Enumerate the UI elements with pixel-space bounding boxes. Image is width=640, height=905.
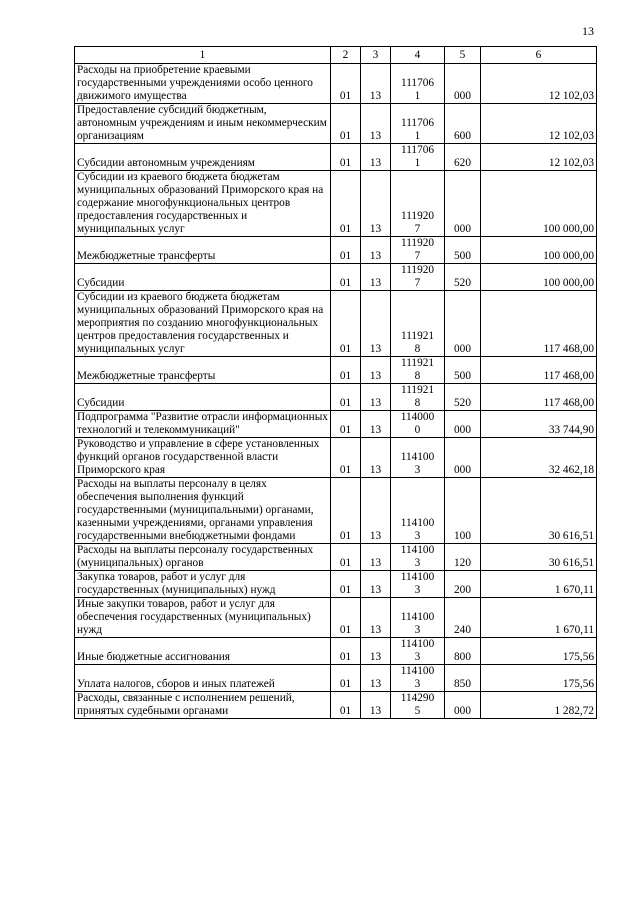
- row-name: Расходы на выплаты персоналу государственных (муниципальных) органов: [75, 544, 331, 571]
- target-code-part-1: 114100: [400, 571, 435, 583]
- row-section: 01: [331, 291, 361, 357]
- target-code-part-1: 111706: [400, 77, 435, 89]
- table-row: [75, 598, 597, 638]
- row-expense-type: 000: [445, 64, 481, 104]
- table-row: [75, 357, 597, 384]
- row-expense-type: 800: [445, 638, 481, 665]
- row-section: 01: [331, 384, 361, 411]
- target-code-part-1: 111706: [400, 117, 435, 129]
- row-name: Иные бюджетные ассигнования: [75, 638, 331, 665]
- header-row: [75, 47, 597, 64]
- target-code-part-2: 8: [414, 370, 421, 382]
- row-target-code: [391, 171, 445, 237]
- row-name: Расходы на выплаты персоналу в целях обеспечения выполнения функций государственными (муниципальными) органами, казенными учреждениями, органами управления государственными внебюджетными фондами: [75, 478, 331, 544]
- target-code-part-1: 114100: [400, 517, 435, 529]
- row-name: Расходы, связанные с исполнением решений, принятых судебными органами: [75, 692, 331, 719]
- target-code-part-2: 7: [414, 250, 421, 262]
- row-amount: 175,56: [481, 665, 597, 692]
- row-name: Субсидии: [75, 264, 331, 291]
- row-subsection: 13: [361, 478, 391, 544]
- row-amount: 1 670,11: [481, 598, 597, 638]
- row-amount: 12 102,03: [481, 144, 597, 171]
- page-number: 13: [582, 24, 594, 38]
- row-expense-type: 000: [445, 171, 481, 237]
- row-expense-type: 000: [445, 438, 481, 478]
- row-target-code: [391, 357, 445, 384]
- row-target-code: [391, 478, 445, 544]
- target-code-part-2: 8: [414, 397, 421, 409]
- row-section: 01: [331, 478, 361, 544]
- target-code-part-2: 3: [414, 584, 421, 596]
- row-target-code: [391, 571, 445, 598]
- row-target-code: [391, 144, 445, 171]
- row-name: Расходы на приобретение краевыми государственными учреждениями особо ценного движимого имущества: [75, 64, 331, 104]
- row-expense-type: 000: [445, 291, 481, 357]
- row-section: 01: [331, 64, 361, 104]
- row-target-code: [391, 104, 445, 144]
- table-row: [75, 144, 597, 171]
- row-subsection: 13: [361, 411, 391, 438]
- row-subsection: 13: [361, 144, 391, 171]
- target-code-part-1: 111921: [400, 330, 435, 342]
- row-amount: 1 670,11: [481, 571, 597, 598]
- row-name: Субсидии: [75, 384, 331, 411]
- target-code-part-2: 7: [414, 223, 421, 235]
- target-code-part-1: 114100: [400, 638, 435, 650]
- row-amount: 12 102,03: [481, 64, 597, 104]
- row-subsection: 13: [361, 638, 391, 665]
- row-target-code: [391, 598, 445, 638]
- row-amount: 33 744,90: [481, 411, 597, 438]
- target-code-part-1: 111706: [400, 144, 435, 156]
- row-name: Иные закупки товаров, работ и услуг для обеспечения государственных (муниципальных) нужд: [75, 598, 331, 638]
- row-amount: 100 000,00: [481, 171, 597, 237]
- row-expense-type: 850: [445, 665, 481, 692]
- row-section: 01: [331, 237, 361, 264]
- target-code-part-1: 111921: [400, 357, 435, 369]
- row-subsection: 13: [361, 264, 391, 291]
- row-expense-type: 520: [445, 384, 481, 411]
- row-subsection: 13: [361, 571, 391, 598]
- row-name: Межбюджетные трансферты: [75, 237, 331, 264]
- row-expense-type: 100: [445, 478, 481, 544]
- row-expense-type: 500: [445, 357, 481, 384]
- row-name: Закупка товаров, работ и услуг для государственных (муниципальных) нужд: [75, 571, 331, 598]
- table-row: [75, 237, 597, 264]
- table-row: [75, 64, 597, 104]
- row-section: 01: [331, 411, 361, 438]
- row-amount: 117 468,00: [481, 291, 597, 357]
- target-code-part-2: 1: [414, 130, 421, 142]
- row-target-code: [391, 264, 445, 291]
- row-amount: 12 102,03: [481, 104, 597, 144]
- row-target-code: [391, 291, 445, 357]
- row-amount: 100 000,00: [481, 237, 597, 264]
- table-row: [75, 665, 597, 692]
- row-amount: 30 616,51: [481, 544, 597, 571]
- target-code-part-2: 7: [414, 277, 421, 289]
- table-row: [75, 104, 597, 144]
- row-name: Субсидии из краевого бюджета бюджетам муниципальных образований Приморского края на содержание многофункциональных центров предоставления государственных и муниципальных услуг: [75, 171, 331, 237]
- column-header: 5: [445, 47, 481, 64]
- row-target-code: [391, 665, 445, 692]
- row-section: 01: [331, 571, 361, 598]
- row-target-code: [391, 384, 445, 411]
- target-code-part-2: 3: [414, 464, 421, 476]
- row-subsection: 13: [361, 171, 391, 237]
- row-subsection: 13: [361, 104, 391, 144]
- table-row: [75, 291, 597, 357]
- budget-table: [74, 46, 597, 719]
- row-name: Предоставление субсидий бюджетным, автономным учреждениям и иным некоммерческим организациям: [75, 104, 331, 144]
- row-expense-type: 120: [445, 544, 481, 571]
- target-code-part-2: 5: [414, 705, 421, 717]
- target-code-part-2: 3: [414, 624, 421, 636]
- table-row: [75, 384, 597, 411]
- row-section: 01: [331, 104, 361, 144]
- target-code-part-1: 114100: [400, 665, 435, 677]
- row-amount: 32 462,18: [481, 438, 597, 478]
- row-target-code: [391, 544, 445, 571]
- target-code-part-1: 111920: [400, 264, 435, 276]
- target-code-part-1: 111921: [400, 384, 435, 396]
- row-subsection: 13: [361, 692, 391, 719]
- row-amount: 30 616,51: [481, 478, 597, 544]
- row-target-code: [391, 237, 445, 264]
- row-subsection: 13: [361, 64, 391, 104]
- row-section: 01: [331, 144, 361, 171]
- row-expense-type: 620: [445, 144, 481, 171]
- target-code-part-1: 114100: [400, 611, 435, 623]
- row-section: 01: [331, 598, 361, 638]
- target-code-part-1: 111920: [400, 210, 435, 222]
- row-subsection: 13: [361, 598, 391, 638]
- target-code-part-1: 111920: [400, 237, 435, 249]
- table-row: [75, 571, 597, 598]
- row-expense-type: 500: [445, 237, 481, 264]
- target-code-part-1: 114000: [400, 411, 435, 423]
- row-amount: 117 468,00: [481, 357, 597, 384]
- column-header: 4: [391, 47, 445, 64]
- target-code-part-2: 3: [414, 530, 421, 542]
- row-target-code: [391, 64, 445, 104]
- row-target-code: [391, 438, 445, 478]
- target-code-part-2: 8: [414, 343, 421, 355]
- row-expense-type: 200: [445, 571, 481, 598]
- row-name: Уплата налогов, сборов и иных платежей: [75, 665, 331, 692]
- table-row: [75, 478, 597, 544]
- table-row: [75, 692, 597, 719]
- row-subsection: 13: [361, 291, 391, 357]
- row-section: 01: [331, 544, 361, 571]
- column-header: 1: [75, 47, 331, 64]
- row-name: Межбюджетные трансферты: [75, 357, 331, 384]
- row-section: 01: [331, 357, 361, 384]
- row-section: 01: [331, 692, 361, 719]
- target-code-part-2: 1: [414, 157, 421, 169]
- target-code-part-2: 0: [414, 424, 421, 436]
- row-target-code: [391, 638, 445, 665]
- row-subsection: 13: [361, 384, 391, 411]
- row-expense-type: 600: [445, 104, 481, 144]
- row-amount: 100 000,00: [481, 264, 597, 291]
- target-code-part-1: 114100: [400, 451, 435, 463]
- table-body: [75, 64, 597, 719]
- row-subsection: 13: [361, 357, 391, 384]
- row-amount: 1 282,72: [481, 692, 597, 719]
- row-expense-type: 240: [445, 598, 481, 638]
- column-header: 3: [361, 47, 391, 64]
- row-target-code: [391, 692, 445, 719]
- column-header: 2: [331, 47, 361, 64]
- row-amount: 117 468,00: [481, 384, 597, 411]
- target-code-part-2: 1: [414, 90, 421, 102]
- target-code-part-2: 3: [414, 651, 421, 663]
- column-header: 6: [481, 47, 597, 64]
- row-expense-type: 000: [445, 411, 481, 438]
- target-code-part-1: 114100: [400, 544, 435, 556]
- row-expense-type: 520: [445, 264, 481, 291]
- row-section: 01: [331, 171, 361, 237]
- target-code-part-2: 3: [414, 557, 421, 569]
- row-subsection: 13: [361, 438, 391, 478]
- target-code-part-2: 3: [414, 678, 421, 690]
- row-name: Субсидии из краевого бюджета бюджетам муниципальных образований Приморского края на мероприятия по созданию многофункциональных центров предоставления государственных и муниципальных услуг: [75, 291, 331, 357]
- row-subsection: 13: [361, 544, 391, 571]
- table-row: [75, 438, 597, 478]
- table-row: [75, 264, 597, 291]
- row-name: Руководство и управление в сфере установленных функций органов государственной власти Приморского края: [75, 438, 331, 478]
- target-code-part-1: 114290: [400, 692, 435, 704]
- table-row: [75, 171, 597, 237]
- row-amount: 175,56: [481, 638, 597, 665]
- table-row: [75, 544, 597, 571]
- row-section: 01: [331, 638, 361, 665]
- row-name: Подпрограмма "Развитие отрасли информационных технологий и телекоммуникаций": [75, 411, 331, 438]
- row-section: 01: [331, 438, 361, 478]
- row-section: 01: [331, 264, 361, 291]
- row-name: Субсидии автономным учреждениям: [75, 144, 331, 171]
- table-row: [75, 638, 597, 665]
- row-section: 01: [331, 665, 361, 692]
- row-expense-type: 000: [445, 692, 481, 719]
- row-target-code: [391, 411, 445, 438]
- table-row: [75, 411, 597, 438]
- row-subsection: 13: [361, 237, 391, 264]
- row-subsection: 13: [361, 665, 391, 692]
